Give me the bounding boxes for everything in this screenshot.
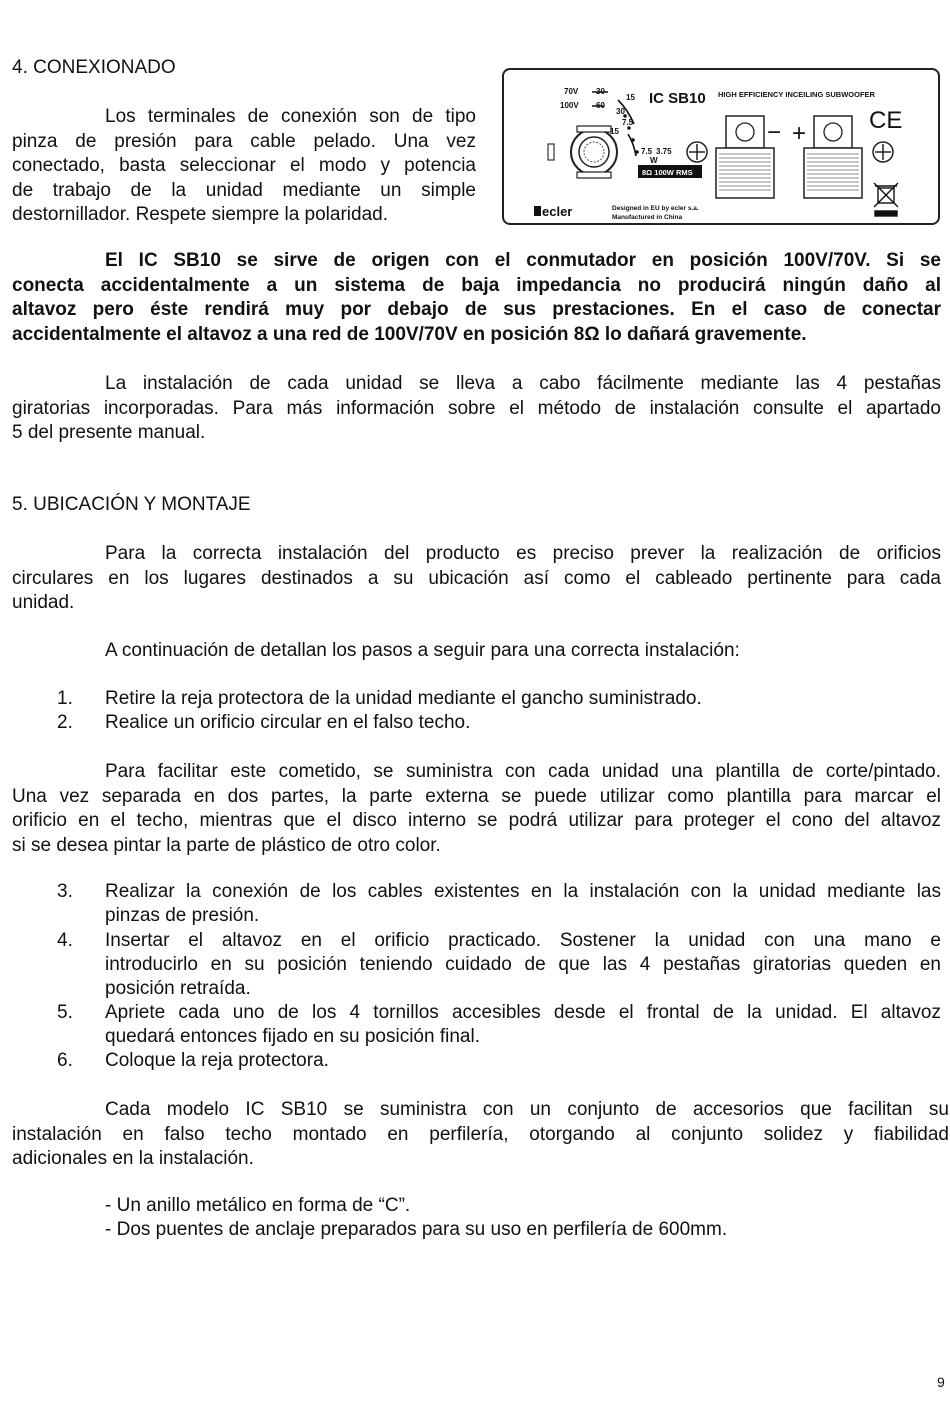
brand-logo: ecler xyxy=(542,204,573,219)
manufactured-text: Manufactured in China xyxy=(612,214,683,221)
section-4-warning xyxy=(12,249,941,347)
ce-mark: CE xyxy=(869,107,903,134)
step-line: introducirlo en su posición teniendo cuidado de que las 4 pestañas giratorias queden en xyxy=(105,954,941,975)
section-5-p3 xyxy=(12,760,941,858)
panel-subtitle: HIGH EFFICIENCY INCEILING SUBWOOFER xyxy=(718,90,875,99)
section-4-intro xyxy=(12,105,476,228)
p3-line: Una vez separada en dos partes, la parte externa se puede utilizar como plantilla para marcar el xyxy=(12,785,941,807)
panel-drawing xyxy=(504,70,940,225)
step-line: Apriete cada uno de los 4 tornillos accesibles desde el frontal de la unidad. El altavoz xyxy=(105,1002,941,1023)
section-5-heading: 5. UBICACIÓN Y MONTAJE xyxy=(12,494,251,515)
accessory-item: - Un anillo metálico en forma de “C”. xyxy=(105,1195,411,1216)
install-line: giratorias incorporadas. Para más información sobre el método de instalación consulte el apartado xyxy=(12,397,941,419)
dial-label: 15 xyxy=(626,93,635,102)
step-text xyxy=(105,1049,941,1073)
step-line: quedará entonces fijado en su posición final. xyxy=(105,1026,480,1047)
p3-line: si se desea pintar la parte de plástico de otro color. xyxy=(12,834,441,856)
screw-icon xyxy=(687,142,707,162)
step-line: posición retraída. xyxy=(105,978,251,999)
p1-line: unidad. xyxy=(12,592,75,613)
step-text xyxy=(105,1001,941,1049)
dial-label: 30 xyxy=(616,107,625,116)
step-text xyxy=(105,880,941,928)
weee-bin-icon xyxy=(874,183,898,216)
p1-line: Para la correcta instalación del producto es preciso prever la realización de orificios xyxy=(105,543,941,564)
section-4-heading: 4. CONEXIONADO xyxy=(12,57,176,78)
step-number: 6. xyxy=(57,1050,73,1071)
designed-text: Designed in EU by ecler s.a. xyxy=(612,205,699,212)
intro-line: pinza de presión para cable pelado. Una vez xyxy=(12,130,476,152)
section-5-p2: A continuación de detallan los pasos a seguir para una correcta instalación: xyxy=(105,640,740,661)
step-number: 4. xyxy=(57,930,73,951)
p4-line: instalación en falso techo montado en perfilería, otorgando al conjunto solidez y fiabilidad xyxy=(12,1123,949,1145)
intro-line: conectado, basta seleccionar el modo y potencia xyxy=(12,155,476,176)
slot-mark xyxy=(548,144,554,160)
p3-line: Para facilitar este cometido, se suministra con cada unidad una plantilla de corte/pintado. xyxy=(105,761,941,782)
speaker-connection-panel xyxy=(502,68,940,225)
install-line: La instalación de cada unidad se lleva a cabo fácilmente mediante las 4 pestañas xyxy=(105,373,941,394)
step-text: Retire la reja protectora de la unidad mediante el gancho suministrado. xyxy=(105,688,702,709)
screw-icon xyxy=(873,142,893,162)
p3-line: orificio en el techo, mientras que el disco interno se podrá utilizar para proteger el cono del altavoz xyxy=(12,810,941,831)
p4-line: Cada modelo IC SB10 se suministra con un conjunto de accesorios que facilitan su xyxy=(105,1099,949,1120)
page-number: 9 xyxy=(937,1374,945,1390)
install-line: 5 del presente manual. xyxy=(12,422,206,443)
p4-line: adicionales en la instalación. xyxy=(12,1148,254,1169)
dial-label: 30 xyxy=(596,87,605,96)
label-70v: 70V xyxy=(564,87,579,96)
dial-label: 7.5 xyxy=(622,118,634,127)
warning-line: altavoz pero éste rendirá muy por debajo de sus prestaciones. En el caso de conectar xyxy=(12,299,941,320)
dial-label: 15 xyxy=(610,127,619,136)
label-100v: 100V xyxy=(560,101,579,110)
dial-label: W xyxy=(650,156,658,165)
section-4-install xyxy=(12,372,941,446)
step-number: 3. xyxy=(57,881,73,902)
step-number: 2. xyxy=(57,712,73,733)
step-line: pinzas de presión. xyxy=(105,905,260,926)
p1-line: circulares en los lugares destinados a su ubicación así como el cableado pertinente para cada xyxy=(12,567,941,589)
minus-sign: − xyxy=(767,119,782,146)
accessory-item: - Dos puentes de anclaje preparados para su uso en perfilería de 600mm. xyxy=(105,1219,728,1240)
panel-model: IC SB10 xyxy=(649,90,706,107)
warning-line: El IC SB10 se sirve de origen con el conmutador en posición 100V/70V. Si se xyxy=(105,250,941,271)
section-5-p4 xyxy=(12,1098,949,1172)
step-line: Insertar el altavoz en el orificio practicado. Sostener la unidad con una mano e xyxy=(105,930,941,951)
panel-rating: 8Ω 100W RMS xyxy=(642,168,693,177)
terminal-block-negative xyxy=(716,116,774,198)
step-text xyxy=(105,929,941,1001)
terminal-block-positive xyxy=(804,116,862,198)
step-text: Realice un orificio circular en el falso techo. xyxy=(105,712,471,733)
dial-label: 3.75 xyxy=(656,147,672,156)
step-number: 1. xyxy=(57,688,73,709)
intro-line: destornillador. Respete siempre la polaridad. xyxy=(12,204,388,225)
plus-sign: + xyxy=(792,120,807,147)
section-5-p1 xyxy=(12,542,941,616)
dial-label: 7.5 xyxy=(641,147,653,156)
step-number: 5. xyxy=(57,1002,73,1023)
dial-label: 60 xyxy=(596,101,605,110)
intro-line: de trabajo de la unidad mediante un simple xyxy=(12,179,476,201)
warning-line: conecta accidentalmente a un sistema de baja impedancia no producirá ningún daño al xyxy=(12,274,941,296)
step-line: Coloque la reja protectora. xyxy=(105,1050,329,1071)
warning-line: accidentalmente el altavoz a una red de 100V/70V en posición 8Ω lo dañará gravemente. xyxy=(12,323,807,345)
step-line: Realizar la conexión de los cables existentes en la instalación con la unidad mediante las xyxy=(105,881,941,902)
ecler-logo-icon xyxy=(534,206,541,216)
intro-line: Los terminales de conexión son de tipo xyxy=(105,106,476,127)
